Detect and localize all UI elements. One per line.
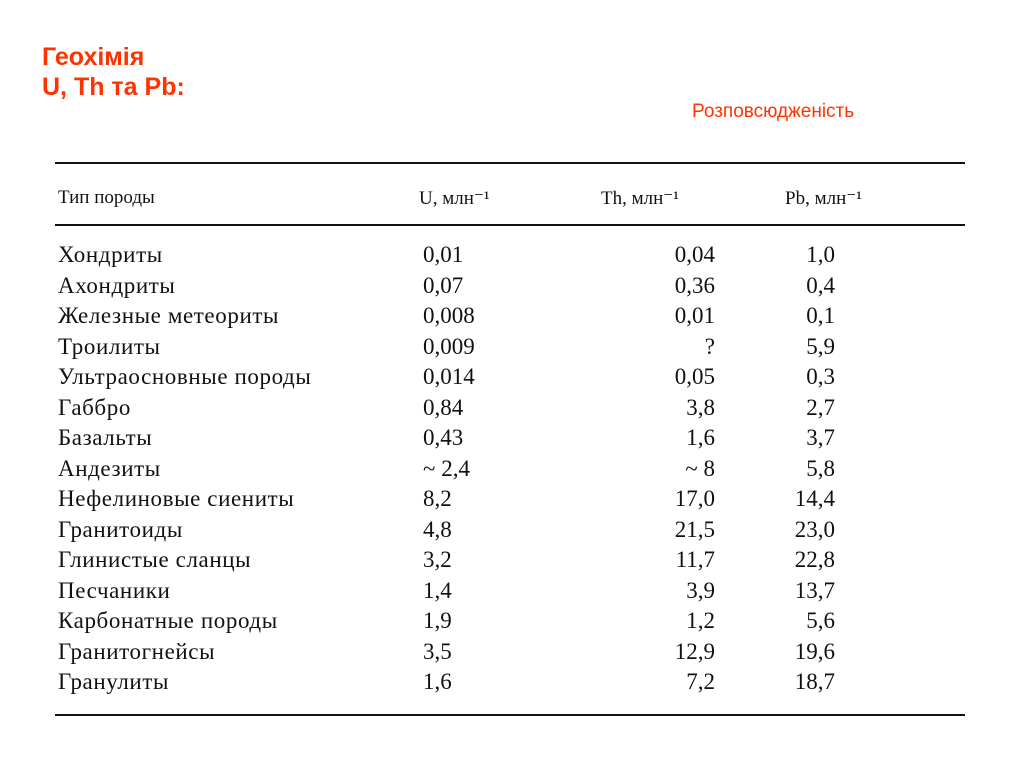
cell-u: 1,6	[423, 669, 452, 694]
table-row	[55, 423, 965, 454]
cell-pb: 23,0	[794, 516, 835, 542]
header-rock-type: Тип породы	[58, 187, 155, 208]
table-body	[55, 240, 965, 698]
cell-rock-name: Гранулиты	[58, 669, 170, 694]
cell-rock-name: Гранитоиды	[58, 516, 183, 542]
cell-rock-name: Глинистые сланцы	[58, 547, 252, 572]
cell-th: 12,9	[674, 638, 715, 664]
cell-rock-name: Нефелиновые сиениты	[58, 486, 295, 511]
cell-u: 4,8	[423, 516, 452, 542]
title-line-1: Геохімія	[42, 43, 145, 71]
cell-u: 1,4	[423, 577, 452, 603]
cell-pb: 3,7	[806, 425, 835, 450]
cell-u: 0,008	[423, 303, 475, 328]
table-row	[55, 484, 965, 515]
cell-pb: 0,4	[806, 272, 835, 298]
cell-pb: 14,4	[794, 486, 835, 511]
abundance-table	[55, 162, 965, 716]
cell-rock-name: Андезиты	[58, 455, 161, 481]
table-row	[55, 393, 965, 424]
cell-pb: 18,7	[794, 669, 835, 694]
cell-u: 0,009	[423, 333, 475, 359]
cell-u: 0,84	[423, 394, 464, 420]
cell-th: 0,04	[674, 242, 715, 267]
cell-th: 0,01	[674, 303, 715, 328]
cell-u: 3,2	[423, 547, 452, 572]
cell-th: 1,2	[686, 608, 715, 633]
cell-rock-name: Гранитогнейсы	[58, 638, 216, 664]
bottom-rule	[55, 714, 965, 716]
table-row	[55, 362, 965, 393]
table-row	[55, 576, 965, 607]
cell-th: 21,5	[674, 516, 715, 542]
cell-u: 0,07	[423, 272, 464, 298]
slide-subtitle: Розповсюдженість	[692, 101, 855, 122]
cell-rock-name: Ультраосновные породы	[58, 364, 312, 389]
cell-u: 0,43	[423, 425, 464, 450]
cell-pb: 5,9	[806, 333, 835, 359]
cell-u: 0,014	[423, 364, 475, 389]
table-row	[55, 454, 965, 485]
cell-rock-name: Ахондриты	[58, 272, 176, 298]
cell-rock-name: Хондриты	[58, 242, 163, 267]
table-row	[55, 606, 965, 637]
cell-th: 0,36	[674, 272, 715, 298]
cell-th: 3,9	[686, 577, 715, 603]
cell-rock-name: Базальты	[58, 425, 153, 450]
cell-rock-name: Карбонатные породы	[58, 608, 278, 633]
cell-u: 8,2	[423, 486, 452, 511]
table-row	[55, 240, 965, 271]
cell-u: 0,01	[423, 242, 464, 267]
header-rule	[55, 224, 965, 226]
cell-th: 3,8	[686, 394, 715, 420]
cell-pb: 5,8	[806, 455, 835, 481]
table-header	[55, 164, 965, 224]
cell-pb: 5,6	[806, 608, 835, 633]
cell-pb: 22,8	[794, 547, 835, 572]
cell-th: 7,2	[686, 669, 715, 694]
table-row	[55, 667, 965, 698]
table-row	[55, 271, 965, 302]
header-u: U, млн⁻¹	[419, 188, 490, 209]
cell-th: 11,7	[675, 547, 715, 572]
table-row	[55, 301, 965, 332]
table-row	[55, 332, 965, 363]
table-row	[55, 637, 965, 668]
cell-pb: 0,1	[806, 303, 835, 328]
header-pb: Pb, млн⁻¹	[785, 188, 862, 209]
cell-rock-name: Троилиты	[58, 333, 161, 359]
cell-pb: 19,6	[794, 638, 835, 664]
cell-rock-name: Песчаники	[58, 577, 171, 603]
cell-rock-name: Габбро	[58, 394, 131, 420]
cell-pb: 0,3	[806, 364, 835, 389]
cell-pb: 1,0	[806, 242, 835, 267]
cell-th: ?	[704, 333, 715, 359]
table-row	[55, 545, 965, 576]
header-th: Th, млн⁻¹	[601, 188, 680, 209]
cell-th: ~ 8	[685, 455, 715, 481]
slide-title	[42, 42, 185, 102]
cell-u: ~ 2,4	[423, 455, 470, 481]
cell-th: 0,05	[674, 364, 715, 389]
cell-rock-name: Железные метеориты	[58, 303, 280, 328]
cell-pb: 13,7	[794, 577, 835, 603]
cell-th: 17,0	[674, 486, 715, 511]
cell-pb: 2,7	[806, 394, 835, 420]
cell-u: 3,5	[423, 638, 452, 664]
title-line-2: U, Th та Pb:	[42, 73, 185, 101]
cell-th: 1,6	[686, 425, 715, 450]
cell-u: 1,9	[423, 608, 452, 633]
table-row	[55, 515, 965, 546]
